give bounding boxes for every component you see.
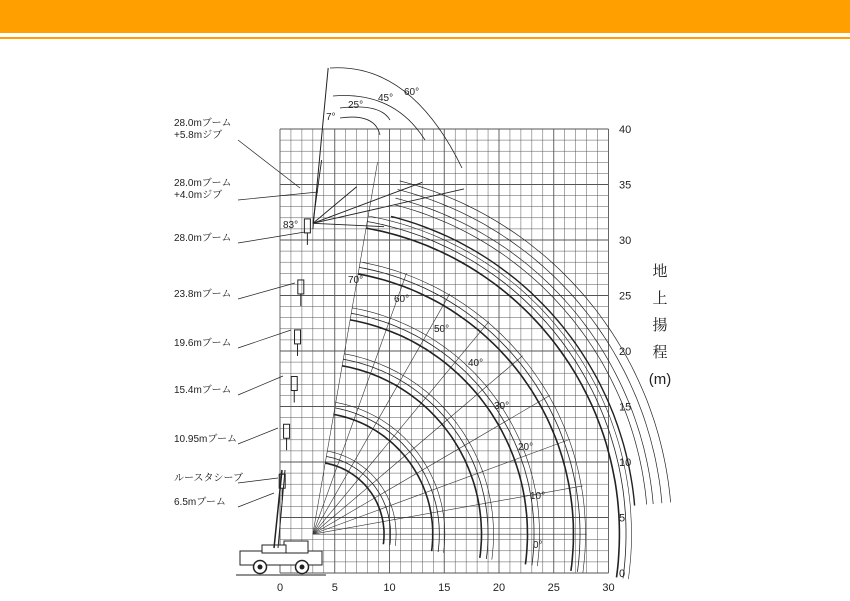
y-tick-label: 5	[619, 512, 626, 525]
boom-angle-label: 30°	[494, 401, 510, 412]
boom-label-text: 28.0mブーム	[174, 118, 232, 129]
y-axis-title-char: 地	[652, 263, 668, 280]
boom-label-text: +4.0mジブ	[174, 190, 223, 201]
boom-angle-label: 50°	[434, 324, 450, 335]
x-tick-label: 30	[602, 582, 615, 594]
boom-angle-ray	[313, 294, 450, 534]
boom-label-text: 23.8mブーム	[174, 289, 232, 300]
y-axis-title-char: (m)	[648, 371, 672, 388]
boom-head	[298, 280, 304, 294]
boom-angle-label: 70°	[348, 275, 364, 286]
y-tick-label: 20	[619, 346, 632, 358]
y-tick-label: 0	[619, 568, 626, 580]
boom-head	[284, 424, 290, 438]
boom-angle-label: 20°	[518, 442, 534, 453]
boom-label-leader	[238, 232, 305, 243]
crane-truck-icon	[236, 470, 326, 575]
jib-angle-label: 60°	[404, 87, 420, 98]
x-tick-label: 10	[383, 582, 396, 594]
boom-angle-label: 40°	[468, 358, 484, 369]
boom-head	[291, 377, 297, 391]
boom-label-leader	[238, 376, 283, 395]
boom-label-leader	[238, 478, 278, 483]
boom-label-text: 6.5mブーム	[174, 497, 226, 508]
y-tick-label: 40	[619, 124, 632, 136]
jib-angle-label: 25°	[348, 100, 364, 111]
jib-angle-arc	[340, 117, 380, 135]
boom-label-text: ルースタシーブ	[174, 473, 243, 484]
boom-label-leader	[238, 493, 274, 507]
jib-line	[313, 223, 384, 226]
boom-label-text: 28.0mブーム	[174, 178, 232, 189]
y-tick-label: 25	[619, 290, 632, 303]
jib-line	[313, 189, 464, 223]
boom-angle-ray	[313, 273, 410, 534]
boom-head	[295, 330, 301, 344]
x-axis-tick-labels	[277, 582, 615, 594]
boom-angle-label: 60°	[394, 294, 410, 305]
boom-angle-label: 0°	[533, 540, 543, 551]
boom-angle-ray	[313, 439, 570, 534]
x-tick-label: 20	[492, 582, 506, 594]
boom-label-text: 19.6mブーム	[174, 338, 232, 349]
x-tick-label: 0	[276, 582, 284, 594]
boom-angle-label: 10°	[530, 491, 546, 502]
boom-label-leader	[238, 330, 291, 348]
boom-length-labels	[174, 117, 318, 508]
boom-label-text: 10.95mブーム	[174, 434, 238, 445]
boom-angle-ray	[313, 322, 489, 535]
boom-label-leader	[238, 428, 278, 444]
jib-angle-label: 45°	[378, 93, 394, 104]
y-tick-label: 30	[619, 235, 632, 247]
boom-angle-label: 83°	[283, 220, 299, 231]
boom-sketches	[279, 68, 464, 500]
boom-label-text: 15.4mブーム	[174, 385, 232, 396]
x-tick-label: 25	[547, 582, 560, 594]
y-tick-label: 15	[619, 401, 632, 414]
boom-label-text: 28.0mブーム	[174, 233, 232, 244]
boom-head	[304, 219, 310, 233]
y-tick-label: 35	[619, 179, 632, 192]
boom-label-leader	[238, 283, 295, 299]
x-tick-label: 5	[331, 582, 338, 594]
boom-label-text: +5.8mジブ	[174, 130, 223, 141]
range-arc	[368, 216, 631, 579]
boom-angle-ray	[313, 356, 523, 534]
y-axis-title	[649, 262, 672, 388]
jib-offset-labels	[326, 87, 419, 123]
jib-angle-label: 7°	[326, 112, 336, 123]
jib-angle-arc	[330, 68, 462, 168]
y-axis-title-char: 程	[652, 344, 668, 361]
x-tick-label: 15	[438, 582, 451, 594]
boom-label-leader	[238, 192, 318, 200]
boom-angle-rays	[313, 162, 587, 534]
boom-max-line	[313, 68, 328, 229]
y-tick-label: 10	[619, 457, 632, 469]
y-axis-title-char: 揚	[652, 317, 668, 334]
boom-angle-labels	[283, 220, 545, 551]
y-axis-title-char: 上	[652, 290, 668, 307]
